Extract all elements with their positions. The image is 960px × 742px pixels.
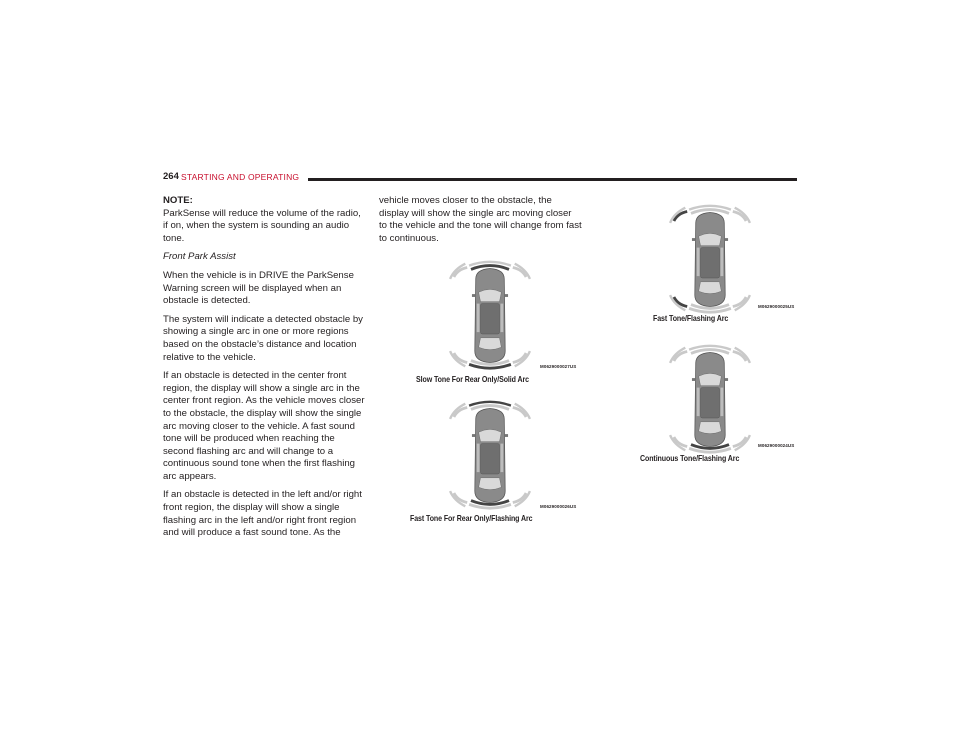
figure-continuous-tone-flashing <box>640 342 840 463</box>
paragraph: If an obstacle is detected in the left and/or right front region, the display will show a single flashing arc in the left and/or right front region and will produce a fast sound tone. As the <box>163 489 362 539</box>
car-icon <box>692 352 728 446</box>
page-number: 264 <box>163 171 179 182</box>
vehicle-diagram <box>440 258 540 372</box>
text-column-2 <box>379 195 582 245</box>
paragraph: The system will indicate a detected obstacle by showing a single arc in one or more regions based on the obstacle’s distance and location relative to the vehicle. <box>163 313 363 363</box>
note-label: NOTE: <box>163 195 193 206</box>
vehicle-diagram <box>440 398 540 512</box>
paragraph-continuation: vehicle moves closer to the obstacle, the display will show the single arc moving closer to the vehicle and the tone will change from fast to continuous. <box>379 195 582 244</box>
car-icon <box>472 408 508 502</box>
header-rule <box>308 178 797 181</box>
figure-slow-tone-rear-solid <box>416 258 620 384</box>
figure-caption: Fast Tone/Flashing Arc <box>653 314 729 323</box>
subheading-front-park-assist: Front Park Assist <box>163 251 236 263</box>
figure-caption: Continuous Tone/Flashing Arc <box>640 454 740 463</box>
vehicle-diagram <box>660 342 760 456</box>
figure-code: M0629000027US <box>540 364 577 369</box>
figure-code: M0629000026US <box>540 504 577 509</box>
page-header <box>163 171 797 185</box>
section-title: STARTING AND OPERATING <box>181 171 300 182</box>
figure-caption: Fast Tone For Rear Only/Flashing Arc <box>410 514 533 523</box>
figure-code: M0629000025US <box>758 304 795 309</box>
text-column-1 <box>163 195 366 546</box>
figure-fast-tone-flashing <box>653 202 840 323</box>
figure-code: M0629000024US <box>758 443 795 448</box>
car-icon <box>472 268 508 362</box>
figure-fast-tone-rear-flashing <box>410 398 620 523</box>
car-icon <box>692 212 728 306</box>
paragraph: If an obstacle is detected in the center front region, the display will show a single arc in the center front region. As the vehicle moves closer to the obstacle, the display will show the single arc moving closer to the vehicle. A fast sound tone will be produced when reaching the second flashing arc and will change to a continuous sound tone when the first flashing arc appears. <box>163 370 365 482</box>
figure-caption: Slow Tone For Rear Only/Solid Arc <box>416 375 529 384</box>
note-text: ParkSense will reduce the volume of the radio, if on, when the system is sounding an audio tone. <box>163 207 361 244</box>
paragraph: When the vehicle is in DRIVE the ParkSense Warning screen will be displayed when an obstacle is detected. <box>163 269 354 307</box>
vehicle-diagram <box>660 202 760 316</box>
